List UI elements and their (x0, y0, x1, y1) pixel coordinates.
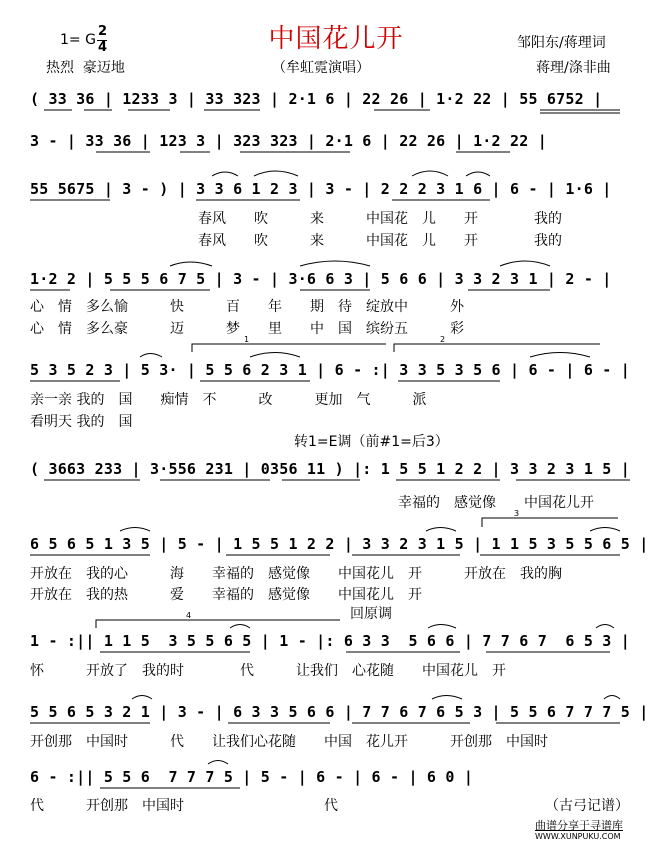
volta-bracket-3 (482, 518, 618, 527)
volta-number-1: 1 (244, 335, 250, 344)
slur-mark (300, 261, 370, 266)
slur-mark (230, 625, 250, 629)
slur-mark (530, 353, 590, 358)
volta-number-2: 2 (440, 335, 446, 344)
site-url: WWW.XUNPUKU.COM (535, 832, 621, 841)
key-change-note: 转1=E调（前#1=后3） (294, 434, 449, 450)
slur-mark (604, 696, 620, 700)
performance-style: 热烈 豪迈地 (46, 60, 125, 76)
slur-mark (466, 172, 490, 176)
lyric-line-5b: 看明天 我的 国 (30, 414, 133, 430)
slur-mark (500, 261, 550, 266)
lyric-line-5a: 亲一亲 我的 国 痴情 不 改 更加 气 派 (30, 392, 427, 408)
time-signature-bottom: 4 (98, 40, 108, 55)
lyric-line-7b: 开放在 我的热 爱 幸福的 感觉像 中国花儿 开 (30, 587, 422, 603)
slur-mark (212, 172, 238, 176)
lyric-line-3a: 春风 吹 来 中国花 儿 开 我的 (198, 211, 562, 227)
lyricist-credit: 邹阳东/蒋理词 (517, 35, 606, 51)
notation-line-6: ( 3663 233 | 3·556 231 | 0356 11 ) |: 1 5 5 1 2 2 | 3 3 2 3 1 5 | (30, 460, 630, 478)
notation-line-2: 3 - | 33 36 | 123 3 | 323 323 | 2·1 6 | 22 26 | 1·2 22 | (30, 132, 547, 150)
lyric-line-10a: 代 开创那 中国时 代 (30, 798, 338, 814)
singer-credit: （牟虹霓演唱） (272, 60, 370, 76)
notation-line-3: 55 5675 | 3 - ) | 3 3 6 1 2 3 | 3 - | 2 2 2 3 1 6 | 6 - | 1·6 | (30, 180, 612, 198)
slur-mark (596, 625, 614, 629)
slur-mark (250, 353, 300, 358)
composer-credit: 蒋理/涤非曲 (536, 60, 611, 76)
volta-bracket-2 (394, 344, 600, 352)
notation-line-10: 6 - :|| 5 5 6 7 7 7 5 | 5 - | 6 - | 6 - | 6 0 | (30, 768, 474, 786)
time-signature-top: 2 (98, 24, 108, 39)
slur-mark (254, 171, 298, 176)
volta-number-4: 4 (186, 611, 192, 620)
slur-mark (120, 528, 150, 532)
lyric-line-3b: 春风 吹 来 中国花 儿 开 我的 (198, 233, 562, 249)
volta-bracket-1 (192, 344, 386, 352)
slur-mark (412, 171, 448, 176)
lyric-line-8a: 怀 开放了 我的时 代 让我们 心花随 中国花儿 开 (30, 663, 506, 679)
notation-line-7: 6 5 6 5 1 3 5 | 5 - | 1 5 5 1 2 2 | 3 3 2 3 1 5 | 1 1 5 3 5 5 6 5 | (30, 535, 649, 553)
lyric-line-6a: 幸福的 感觉像 中国花儿开 (398, 495, 594, 511)
lyric-line-7a: 开放在 我的心 海 幸福的 感觉像 中国花儿 开 开放在 我的胸 (30, 566, 562, 582)
song-title: 中国花儿开 (268, 24, 404, 54)
transcriber-credit: （古弓记谱） (545, 798, 629, 814)
slur-mark (432, 696, 462, 700)
slur-mark (140, 354, 162, 358)
volta-bracket-4 (96, 620, 340, 628)
lyric-line-9a: 开创那 中国时 代 让我们心花随 中国 花儿开 开创那 中国时 (30, 734, 548, 750)
share-credit: 曲谱分享于寻谱库 (535, 819, 623, 832)
notation-line-9: 5 5 6 5 3 2 1 | 3 - | 6 3 3 5 6 6 | 7 7 6 7 6 5 3 | 5 5 6 7 7 7 5 | (30, 703, 649, 721)
return-key-note: 回原调 (350, 606, 392, 622)
notation-line-4: 1·2 2 | 5 5 5 6 7 5 | 3 - | 3·6 6 3 | 5 6 6 | 3 3 2 3 1 | 2 - | (30, 270, 612, 288)
slur-mark (426, 528, 456, 532)
notation-line-1: ( 33 36 | 1233 3 | 33 323 | 2·1 6 | 22 26 | 1·2 22 | 55 6752 | (30, 90, 603, 108)
slur-mark (590, 528, 620, 532)
volta-number-3: 3 (514, 509, 520, 518)
slur-mark (428, 625, 456, 629)
slur-mark (170, 262, 212, 266)
notation-line-5: 5 3 5 2 3 | 5 3· | 5 5 6 2 3 1 | 6 - :| 3 3 5 3 5 6 | 6 - | 6 - | (30, 361, 630, 379)
slur-mark (208, 761, 228, 765)
key-signature: 1= G (60, 32, 96, 48)
lyric-line-4b: 心 情 多么豪 迈 梦 里 中 国 缤纷五 彩 (30, 321, 464, 337)
slur-mark (132, 696, 152, 700)
lyric-line-4a: 心 情 多么愉 快 百 年 期 待 绽放中 外 (30, 299, 464, 315)
notation-line-8: 1 - :|| 1 1 5 3 5 5 6 5 | 1 - |: 6 3 3 5 6 6 | 7 7 6 7 6 5 3 | (30, 632, 630, 650)
